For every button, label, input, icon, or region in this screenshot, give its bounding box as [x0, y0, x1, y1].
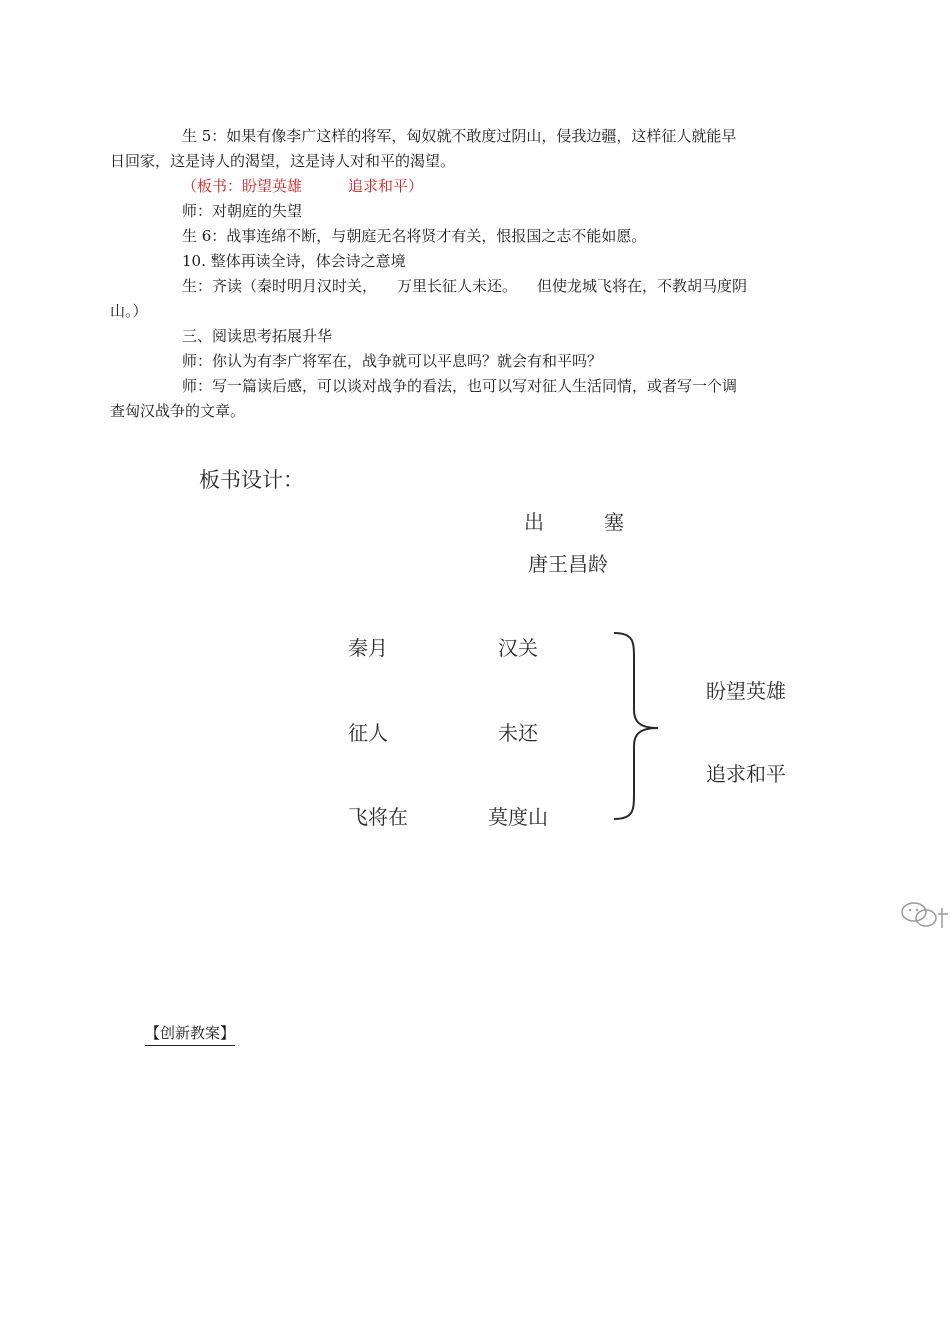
- board-note-hero: （板书：盼望英雄: [182, 177, 303, 195]
- section-3-heading: 三、阅读思考拓展升华: [182, 327, 333, 345]
- student-5-line1: 生 5：如果有像李广这样的将军，匈奴就不敢度过阴山，侵我边疆，这样征人就能早: [182, 127, 737, 145]
- student-reading-a: 生：齐读（秦时明月汉时关，: [182, 277, 378, 295]
- board-row-3-right: 莫度山: [488, 805, 548, 829]
- board-row-2-left: 征人: [348, 721, 388, 745]
- teacher-line-2: 师：你认为有李广将军在，战争就可以平息吗？就会有和平吗？: [182, 352, 603, 370]
- board-row-1-left: 秦月: [348, 636, 388, 660]
- board-row-3-left: 飞将在: [348, 805, 408, 829]
- student-reading-c: 但使龙城飞将在，不教胡马度阴: [537, 277, 748, 295]
- student-reading-b: 万里长征人未还。: [397, 277, 518, 295]
- board-note-peace: 追求和平）: [348, 177, 424, 195]
- poem-title-char-1: 出: [524, 510, 544, 534]
- board-design-label: 板书设计：: [199, 468, 304, 492]
- student-6-line: 生 6：战事连绵不断，与朝庭无名将贤才有关，恨报国之志不能如愿。: [182, 227, 647, 245]
- curly-brace-icon: [610, 630, 666, 822]
- board-row-2-right: 未还: [498, 721, 538, 745]
- innovative-lesson-heading: 【创新教案】: [145, 1022, 235, 1046]
- teacher-line-1: 师：对朝庭的失望: [182, 202, 303, 220]
- teacher-line-3a: 师：写一篇读后感，可以谈对战争的看法，也可以写对征人生活同情，或者写一个调: [182, 377, 738, 395]
- wechat-bubble-icon: [898, 898, 950, 932]
- board-row-1-right: 汉关: [498, 636, 538, 660]
- poem-title-char-2: 塞: [604, 510, 624, 534]
- teacher-line-3b: 查匈汉战争的文章。: [110, 402, 246, 420]
- step-10-line: 10. 整体再读全诗，体会诗之意境: [182, 252, 406, 270]
- theme-hope-hero: 盼望英雄: [706, 679, 786, 703]
- poem-author: 唐王昌龄: [528, 552, 608, 576]
- student-5-line2: 日回家，这是诗人的渴望，这是诗人对和平的渴望。: [110, 152, 456, 170]
- theme-seek-peace: 追求和平: [706, 762, 786, 786]
- student-reading-d: 山。）: [110, 302, 148, 320]
